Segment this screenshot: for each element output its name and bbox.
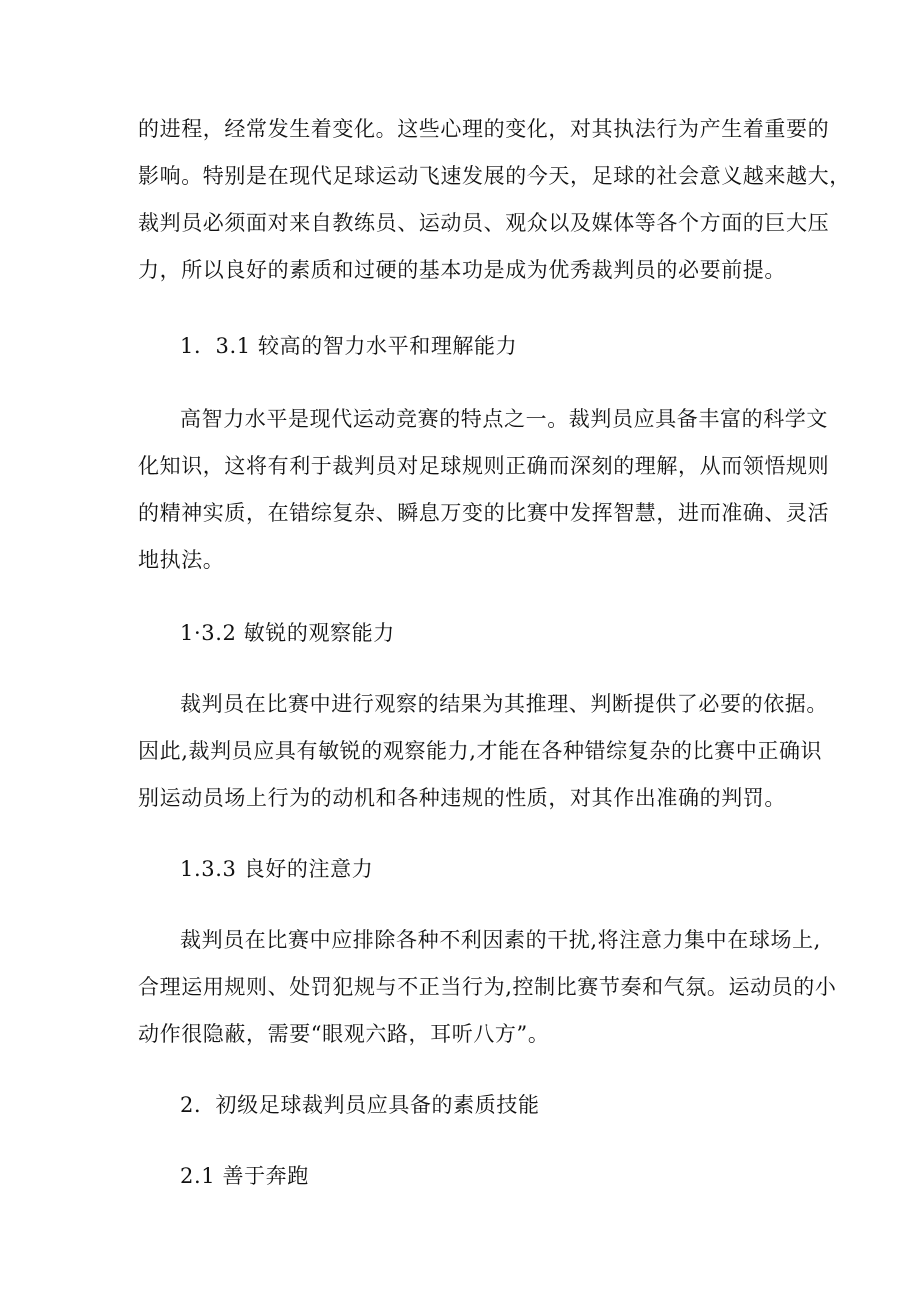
paragraph-4-line-2: 合理运用规则、处罚犯规与不正当行为,控制比赛节奏和气氛。运动员的小 [138, 975, 837, 999]
paragraph-4-line-3: 动作很隐蔽，需要“眼观六路，耳听八方”。 [138, 1022, 550, 1046]
paragraph-2-line-1: 高智力水平是现代运动竞赛的特点之一。裁判员应具备丰富的科学文 [180, 407, 828, 431]
paragraph-4-line-1: 裁判员在比赛中应排除各种不利因素的干扰,将注意力集中在球场上, [180, 928, 821, 952]
paragraph-1-line-3: 裁判员必须面对来自教练员、运动员、观众以及媒体等各个方面的巨大压 [138, 211, 830, 235]
paragraph-1-line-2: 影响。特别是在现代足球运动飞速发展的今天，足球的社会意义越来越大， [138, 164, 851, 188]
paragraph-1-line-1: 的进程，经常发生着变化。这些心理的变化，对其执法行为产生着重要的 [138, 117, 830, 141]
paragraph-2-line-4: 地执法。 [138, 548, 225, 572]
paragraph-2-line-3: 的精神实质，在错综复杂、瞬息万变的比赛中发挥智慧，进而准确、灵活 [138, 501, 830, 525]
section-heading-2-1: 2.1 善于奔跑 [180, 1164, 309, 1188]
section-heading-1-3-3: 1.3.3 良好的注意力 [180, 857, 374, 881]
paragraph-3-line-3: 别运动员场上行为的动机和各种违规的性质，对其作出准确的判罚。 [138, 786, 786, 810]
paragraph-2-line-2: 化知识，这将有利于裁判员对足球规则正确而深刻的理解，从而领悟规则 [138, 454, 830, 478]
section-heading-1-3-1: 1．3.1 较高的智力水平和理解能力 [180, 334, 518, 358]
paragraph-1-line-4: 力，所以良好的素质和过硬的基本功是成为优秀裁判员的必要前提。 [138, 258, 786, 282]
paragraph-3-line-2: 因此,裁判员应具有敏锐的观察能力,才能在各种错综复杂的比赛中正确识 [138, 739, 823, 763]
paragraph-3-line-1: 裁判员在比赛中进行观察的结果为其推理、判断提供了必要的依据。 [180, 692, 828, 716]
section-heading-2: 2．初级足球裁判员应具备的素质技能 [180, 1093, 540, 1117]
section-heading-1-3-2: 1·3.2 敏锐的观察能力 [180, 621, 395, 645]
